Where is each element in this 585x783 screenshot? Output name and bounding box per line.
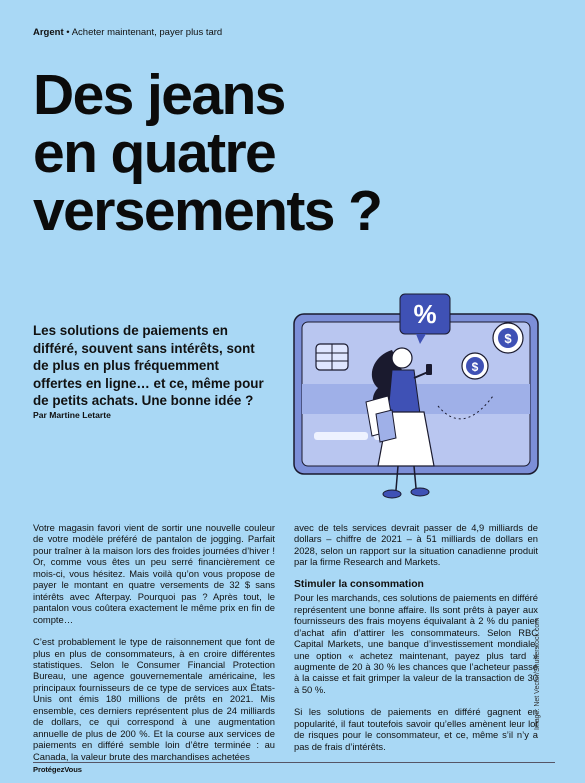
svg-text:$: $ (471, 360, 479, 374)
phone-icon (426, 364, 432, 375)
footer-brand: ProtégezVous (33, 765, 82, 774)
headline (33, 63, 553, 243)
credit-card-illustration (288, 286, 548, 516)
image-credit: Image: Net Vector/Shutterstock.com (534, 617, 541, 730)
body-paragraph: avec de tels services devrait passer de 4,9 milliards de dollars – chiffre de 2021 – à 51 milliards de dollars en 2028, selon un rapport sur la situation canadienne produit par la firme Research and Markets. (294, 522, 538, 568)
body-paragraph: Si les solutions de paiements en différé gagnent en popularité, il faut toutefois savoir qu’elles amènent leur lot de risques pour le consommateur, et ce, même s’il n’y a pas de frais d’intérêts. (294, 706, 538, 752)
headline-line-1: Des jeans (33, 63, 285, 127)
section-name: Argent (33, 27, 64, 38)
body-paragraph: Pour les marchands, ces solutions de paiements en différé représentent une bonne affaire. Ils sont prêts à payer aux fournisseurs des frais moyens équivalant à 2 % du panier d’achat afin d’attirer les consommateurs. Selon RBC Capital Markets, une banque d’investissement mondiale, une option « achetez maintenant, payez plus tard » augmente de 20 à 30 % les chances que l’acheteur passe à la caisse et fait grimper la valeur de la transaction de 30 à 50 %. (294, 592, 538, 695)
body-column-2 (294, 522, 538, 763)
headline-line-3: versements ? (33, 179, 382, 243)
svg-text:$: $ (504, 331, 512, 346)
article-deck: Les solutions de paiements en différé, souvent sans intérêts, sont de plus en plus fréquemment offertes en ligne… et ce, même pour de petits achats. Une bonne idée ? (33, 323, 264, 408)
body-paragraph: Votre magasin favori vient de sortir une nouvelle couleur de votre modèle préféré de pantalon de jogging. Parfait pour traîner à la maison lors des froides journées d’hiver ! Or, comme vous êtes un peu serré financièrement ce mois-ci, vous hésitez. Mais voilà qu’on vous propose de payer le montant en quatre versements de 32 $ sans intérêts avec Afterpay. Pourquoi pas ? Après tout, le pantalon vous coûtera exactement le même prix en fin de compte… (33, 522, 275, 625)
card-number-bar (314, 432, 368, 440)
subheading: Stimuler la consommation (294, 578, 424, 590)
kicker-separator: • (63, 27, 72, 38)
footer-divider (33, 762, 555, 763)
dollar-coin-icon (462, 353, 488, 379)
body-column-1 (33, 522, 275, 773)
headline-line-2: en quatre (33, 121, 276, 185)
card-chip-icon (316, 344, 348, 370)
section-kicker (33, 27, 222, 38)
body-paragraph: C’est probablement le type de raisonnement que font de plus en plus de consommateurs, à en croire différentes statistiques. Selon le Consumer Financial Protection Bureau, une agence gouvernementale américaine, les principaux fournisseurs de ce type de services aux États-Unis ont émis 180 millions de prêts en 2021. Mis ensemble, ces derniers représentent plus de 24 milliards de dollars, ce qui correspond à une augmentation annuelle de plus de 200 %. Et la course aux services de paiements en différé semble loin d’être terminée : au Canada, la valeur brute des marchandises achetées (33, 636, 275, 762)
byline: Par Martine Letarte (33, 410, 111, 420)
svg-text:%: % (413, 299, 437, 329)
dollar-coin-icon (493, 323, 523, 353)
shopping-bag-icon (376, 410, 396, 442)
section-topic: Acheter maintenant, payer plus tard (71, 27, 223, 38)
